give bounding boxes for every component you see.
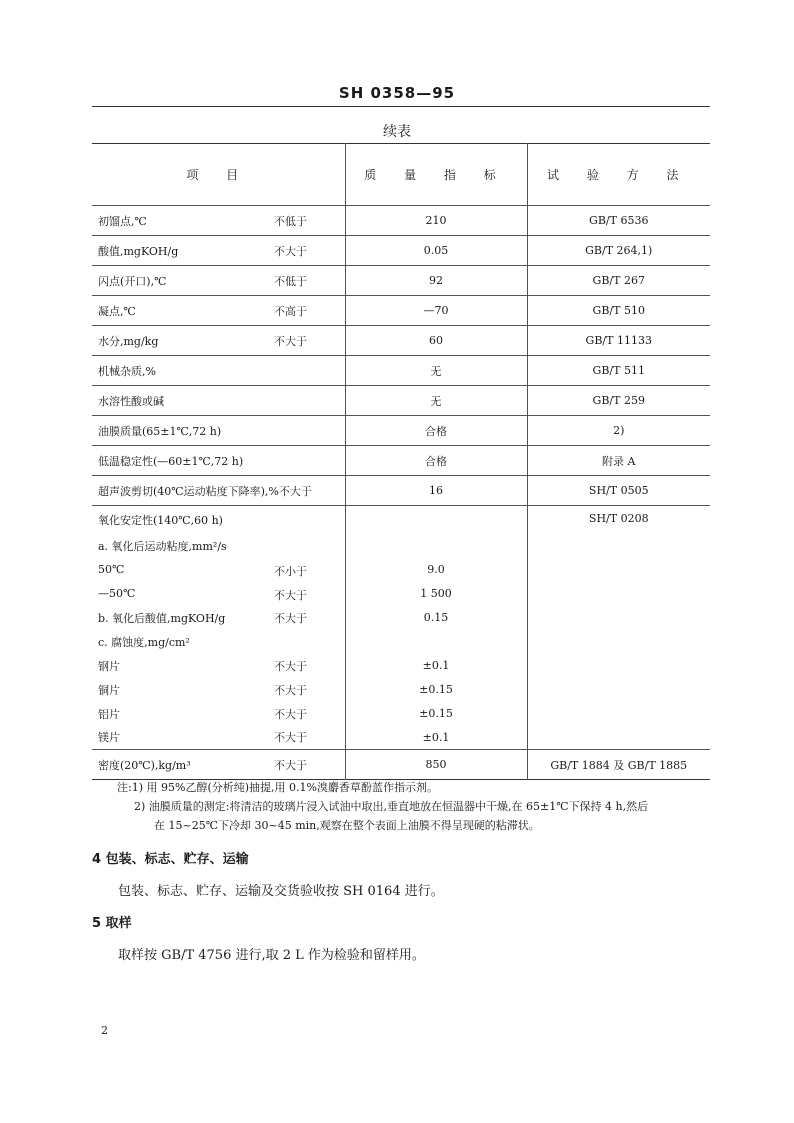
item-condition: 不大于 [274, 707, 307, 721]
item-condition: 不大于 [274, 611, 307, 625]
item-name: 铜片 [98, 683, 120, 697]
section-4-title: 4 包装、标志、贮存、运输 [92, 852, 249, 867]
item-name: 镁片 [98, 731, 120, 745]
item-value: 无 [345, 386, 527, 416]
item-method: 附录 A [527, 446, 710, 476]
item-method: GB/T 1884 及 GB/T 1885 [527, 750, 710, 780]
item-name: 铝片 [98, 707, 120, 721]
item-value: 60 [345, 326, 527, 356]
item-value: 无 [345, 356, 527, 386]
item-method: GB/T 6536 [527, 206, 710, 236]
item-condition: 不低于 [274, 214, 307, 228]
item-value: 92 [345, 266, 527, 296]
note-2-continued: 在 15~25℃下冷却 30~45 min,观察在整个表面上油膜不得呈现硬的粘滞状。 [154, 819, 540, 832]
item-name: 密度(20℃),kg/m³ [98, 758, 191, 772]
item-condition: 不大于 [274, 659, 307, 673]
oxidation-c-label: c. 腐蚀度,mg/cm² [98, 635, 190, 649]
item-condition: 不大于 [274, 244, 307, 258]
item-condition: 不大于 [274, 683, 307, 697]
oxidation-title-row [92, 506, 710, 534]
item-name: —50℃ [98, 587, 136, 600]
note-1: 注:1) 用 95%乙醇(分析纯)抽提,用 0.1%溴麝香草酚蓝作指示剂。 [117, 781, 438, 794]
item-name: 凝点,℃ [98, 304, 136, 318]
table-header-row [92, 144, 710, 206]
item-value: 9.0 [345, 558, 527, 582]
table-row [92, 296, 710, 326]
table-row [92, 326, 710, 356]
item-name: 闪点(开口),℃ [98, 274, 167, 288]
item-value: ±0.15 [345, 678, 527, 702]
item-method: GB/T 267 [527, 266, 710, 296]
item-name: 超声波剪切(40℃运动粘度下降率),%不大于 [98, 484, 312, 498]
item-name: 低温稳定性(—60±1℃,72 h) [98, 454, 244, 468]
item-name: 酸值,mgKOH/g [98, 244, 179, 258]
table-row [92, 206, 710, 236]
section-4-body: 包装、标志、贮存、运输及交货验收按 SH 0164 进行。 [118, 884, 444, 899]
item-condition: 不大于 [274, 589, 307, 602]
item-name: 初馏点,℃ [98, 214, 147, 228]
item-value: 0.05 [345, 236, 527, 266]
note-2: 2) 油膜质量的测定:将清洁的玻璃片浸入试油中取出,垂直地放在恒温器中干燥,在 65±1℃下保持 4 h,然后 [134, 800, 649, 813]
item-value: 210 [345, 206, 527, 236]
item-name: 水分,mg/kg [98, 334, 159, 348]
page-number: 2 [101, 1024, 108, 1037]
item-condition: 不小于 [274, 565, 307, 578]
item-name: 机械杂质,% [98, 364, 156, 378]
item-method: SH/T 0505 [527, 476, 710, 506]
table-row [92, 266, 710, 296]
table-row [92, 356, 710, 386]
item-method: GB/T 259 [527, 386, 710, 416]
column-header-method: 试 验 方 法 [527, 144, 710, 206]
table-caption: 续表 [383, 124, 411, 140]
item-value: 合格 [345, 446, 527, 476]
item-condition: 不低于 [274, 274, 307, 288]
oxidation-a-label: a. 氧化后运动粘度,mm²/s [98, 539, 227, 553]
column-header-spec: 质 量 指 标 [345, 144, 527, 206]
spec-table-wrapper [92, 143, 710, 780]
item-value: ±0.1 [345, 654, 527, 678]
item-value: ±0.1 [345, 726, 527, 750]
item-value: 合格 [345, 416, 527, 446]
column-header-item: 项 目 [186, 168, 251, 182]
item-condition: 不大于 [274, 334, 307, 348]
header-rule [92, 106, 710, 107]
item-name: b. 氧化后酸值,mgKOH/g [98, 611, 226, 625]
item-method: GB/T 511 [527, 356, 710, 386]
item-method: GB/T 264,1) [527, 236, 710, 266]
density-row [92, 750, 710, 780]
item-name: 油膜质量(65±1℃,72 h) [98, 424, 222, 438]
item-method: GB/T 11133 [527, 326, 710, 356]
item-name: 水溶性酸或碱 [98, 394, 164, 408]
spec-table [92, 143, 710, 780]
item-method: GB/T 510 [527, 296, 710, 326]
table-row [92, 386, 710, 416]
item-name: 钢片 [98, 659, 120, 673]
item-condition: 不大于 [274, 758, 307, 772]
item-value: 850 [345, 750, 527, 780]
table-row [92, 236, 710, 266]
item-value: ±0.15 [345, 702, 527, 726]
section-5-body: 取样按 GB/T 4756 进行,取 2 L 作为检验和留样用。 [118, 948, 425, 963]
item-name: 50℃ [98, 563, 125, 576]
oxidation-title: 氧化安定性(140℃,60 h) [98, 513, 223, 527]
item-condition: 不大于 [274, 731, 307, 745]
item-value: 1 500 [345, 582, 527, 606]
item-value: 16 [345, 476, 527, 506]
item-method: 2) [527, 416, 710, 446]
table-row [92, 476, 710, 506]
item-value: 0.15 [345, 606, 527, 630]
item-value: —70 [345, 296, 527, 326]
standard-code: SH 0358—95 [338, 84, 456, 102]
table-notes [117, 778, 717, 835]
table-row [92, 416, 710, 446]
table-row [92, 446, 710, 476]
item-condition: 不高于 [274, 304, 307, 318]
section-5-title: 5 取样 [92, 916, 132, 931]
oxidation-method: SH/T 0208 [527, 506, 710, 750]
